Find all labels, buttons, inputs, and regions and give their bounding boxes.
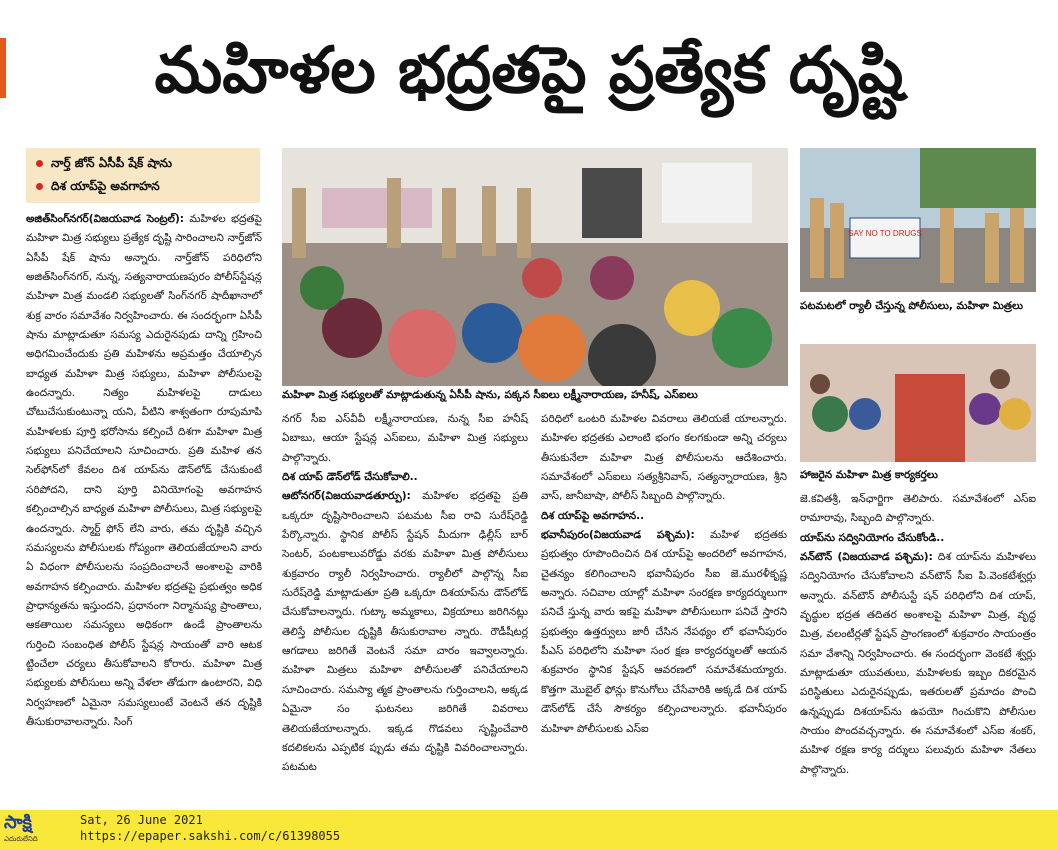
main-photo: [282, 148, 788, 386]
subheading: దిశ యాప్‌పై అవగాహన..: [541, 509, 645, 522]
meeting-photo: [800, 344, 1036, 462]
epaper-link[interactable]: https://epaper.sakshi.com/c/61398055: [80, 829, 341, 843]
article-column-4: [800, 490, 1036, 780]
rally-photo: [800, 148, 1036, 292]
sakshi-logo[interactable]: సాక్షి ఎదురులేనిది: [4, 812, 38, 843]
subheading: యాప్‌ను సద్వినియోగం చేసుకోండి..: [800, 531, 945, 544]
subheading: దిశ యాప్ డౌన్‌లోడ్ చేసుకోవాలి..: [282, 471, 418, 484]
bullet-item: నార్త్ జోన్ ఏసీపీ షేక్ షాను: [36, 152, 250, 175]
bullet-box: [26, 148, 260, 203]
paragraph: భవానీపురం(విజయవాడ పశ్చిమ): మహిళ భద్రతకు ప్రభుత్వం రూపొందించిన దిశ యాప్‌పై అందరిలో అవగాహన, చైతన్యం కలిగించాలని భవానీపురం సీఐ జె.మురళీకృష్ణ అన్నారు. సచివాల యాల్లో మహిళా సంరక్షణ కార్యదర్శులుగా పనిచే స్తున్న వారు ఇకపై మహిళా పోలీసులుగా పనిచే స్తారని ప్రభుత్వం ఉత్తర్వులు జారీ చేసిన నేపథ్యం లో భవానీపురం పీఎస్ పరిధిలోని మహిళా సంర క్షణ కార్యదర్శులతో ఆయన శుక్రవారం స్థానిక స్టేషన్ ఆవరణలో సమావేశమయ్యారు. కొత్తగా మొబైల్ ఫోన్లు కొనుగోలు చేసేవారికి అక్కడే దిశ యాప్ డౌన్‌లోడ్ చేసే సౌకర్యం కల్పించాలన్నారు. భవానీపురం మహిళా పోలీసులకు ఎస్ఐ: [541, 529, 788, 735]
article-column-1: [26, 210, 262, 732]
paragraph: పరిధిలో ఒంటరి మహిళల వివరాలు తెలియజే యాలన్నారు. మహిళల భద్రతకు ఎలాంటి భంగం కలగకుండా అన్ని చర్యలు తీసుకునేలా మహిళా మిత్ర పోలీసులను ఆదేశించారు. సమావేశంలో ఎస్ఐలు సత్యశ్రీనివాస్, సత్యన్నారాయణ, శ్రీని వాస్, జానీబాషా, పోలీస్ సిబ్బంది పాల్గొన్నారు.: [541, 413, 787, 503]
meeting-photo-caption: హాజరైన మహిళా మిత్ర కార్యకర్తలు: [800, 469, 938, 481]
edition-date: Sat, 26 June 2021: [80, 813, 203, 827]
main-photo-caption: మహిళా మిత్ర సభ్యులతో మాట్లాడుతున్న ఏసీపీ షాను, పక్కన సీఐలు లక్ష్మీనారాయణ, హనీష్, ఎస్ఐలు: [282, 386, 788, 404]
bullet-dot-icon: [36, 160, 43, 167]
footer-bar: [0, 810, 1058, 850]
headline-area: [0, 0, 1058, 140]
article-column-2: [282, 410, 528, 778]
headline: మహిళల భద్రతపై ప్రత్యేక దృష్టి: [154, 34, 904, 108]
paragraph: వన్‌టౌన్ (విజయవాడ పశ్చిమ): దిశ యాప్‌ను మహిళలు సద్వినియోగం చేసుకోవాలని వన్‌టౌన్ సీఐ పి.వెంకటేశ్వర్లు అన్నారు. వన్‌టౌన్ పోలీసుస్టే షన్ పరిధిలోని దిశ యాప్, వృద్ధుల భద్రత తదితర అంశాలపై మహిళా మిత్ర, వృద్ధ మిత్ర, వలంటీర్లతో స్టేషన్ ప్రాంగణంలో శుక్రవారం సాయంత్రం సమా వేశాన్ని నిర్వహించారు. ఈ సందర్భంగా వెంకటే శ్వర్లు మాట్లాడుతూ యువతులు, మహిళలకు ఇబ్బం దికరమైన పరిస్థితులు ఎదురైనప్పుడు, ఇతరులతో ప్రమాదం పొంచి ఉన్నప్పుడు దిశయాప్‌ను ఉపయో గించుకొని పోలీసుల సాయం పొందవచ్చన్నారు. ఈ సమావేశంలో ఎస్ఐ శంకర్, మహిళ రక్షణ కార్య దర్శులు పలువురు మహిళా నేతలు పాల్గొన్నారు.: [800, 551, 1036, 776]
paragraph: నగర్ సీఐ ఎస్‌వీవీ లక్ష్మీనారాయణ, నున్న సీఐ హనీష్ ఏబాబు, ఆయా స్టేషన్ల ఎస్ఐలు, మహిళా మిత్ర సభ్యులు పాల్గొన్నారు.: [282, 413, 528, 464]
paragraph: అజిత్‌సింగ్‌నగర్(విజయవాడ సెంట్రల్): మహిళల భద్రతపై మహిళా మిత్ర సభ్యులు ప్రత్యేక దృష్టి సారించాలని నార్త్‌జోన్ ఏసీపీ షేక్ షాను అన్నారు. నార్త్‌జోన్ పరిధిలోని అజిత్‌సింగ్‌నగర్, నున్న, సత్యనారాయణపురం పోలీస్‌స్టేషన్ల మహిళా మిత్ర మండలి సభ్యులతో సింగ్‌నగర్ షాదీఖానాలో శుక్ర వారం సమావేశం నిర్వహించారు. ఈ సందర్భంగా ఏసీపీ షాను మాట్లాడుతూ సమస్య ఎదురైనపుడు దాన్ని గ్రహించి అధిగమించేందుకు ప్రతి మహిళను అప్రమత్తం చేయాల్సిన బాధ్యత మహిళా మిత్ర సభ్యులు, మహిళా పోలీసులపై ఉందన్నారు. నిత్యం మహిళలపై దాడులు చోటుచేసుకుంటున్నా యని, వీటిని శాశ్వతంగా రూపుమాపి మహిళలకు పూర్తి భరోసాను కల్పించే దిశగా మహిళా మిత్ర సభ్యులు పనిచేయాలని సూచించారు. ప్రతి మహిళ తన సెల్‌ఫోన్‌లో కేవలం దిశ యాప్‌ను డౌన్‌లోడ్ చేసుకుంటే సరిపోదని, దాని పూర్తి వినియోగంపై అవగాహన కల్పించాల్సిన బాధ్యత మహిళా పోలీసులు, మిత్ర సభ్యులపై ఉందన్నారు. స్మార్ట్ ఫోన్ లేని వారు, తమ దృష్టికి వచ్చిన సమస్యలను పోలీసులకు గోప్యంగా తెలియజేయాలని వారు ఏ విధంగా పోలీసులను సంప్రదించాలనే అంశాలపై వారికి అవగాహన కల్పించారు. మహిళల భద్రతపై ప్రభుత్వం అధిక ప్రాధాన్యతను ఇస్తుందని, ప్రధానంగా నిర్మానుష్య ప్రాంతాలు, ఆకతాయిల సమస్యలు అధికంగా ఉండే ప్రాంతాలను గుర్తించి సంబంధిత పోలీస్ స్టేషన్ల సాయంతో వారి ఆటక ట్టించేలా చర్యలు తీసుకోవాలని కోరారు. మహిళా మిత్ర సభ్యులకు పోలీసులు అన్ని వేళలా తోడుగా ఉంటారని, విధి నిర్వహణలో ఏమైనా సమస్యలుంటే వెంటనే తన దృష్టికి తీసుకురావాలన్నారు. సింగ్: [26, 213, 262, 728]
bullet-item: దిశ యాప్‌పై అవగాహన: [36, 175, 250, 198]
paragraph: జె.కవితశ్రీ, ఇన్‌ఛార్జిగా తెలిపారు. సమావేశంలో ఎస్ఐ రామారావు, సిబ్బంది పాల్గొన్నారు.: [800, 493, 1036, 525]
bullet-dot-icon: [36, 183, 43, 190]
banner-text: SAY NO TO DRUGS: [848, 229, 922, 238]
article-column-3: [541, 410, 787, 739]
rally-photo-caption: పటమటలో ర్యాలీ చేస్తున్న పోలీసులు, మహిళా మిత్రలు: [800, 300, 1024, 312]
paragraph: ఆటోనగర్(విజయవాడతూర్పు): మహిళల భద్రతపై ప్రతి ఒక్కరూ దృష్టిసారించాలని పటమట సీఐ రావి సురేష్‌రెడ్డి పేర్కొన్నారు. స్థానిక పోలీస్ స్టేషన్ మీదుగా ఢిల్లీస్ బార్ సెంటర్, పంటకాలువరోడ్డు వరకు మహిళా మిత్ర పోలీసులు శుక్రవారం ర్యాలీ నిర్వహించారు. ర్యాలీలో పాల్గొన్న సీఐ సురేష్‌రెడ్డి మాట్లాడుతూ ప్రతి ఒక్కరూ దిశయాప్‌ను డౌన్‌లోడ్ చేసుకోవాలన్నారు. గుట్కా అమ్మకాలు, విక్రయాలు జరిగినట్లు తెలిస్తే పోలీసుల దృష్టికి తీసుకురావాల న్నారు. రౌడీషీటర్ల ఆగడాలు జరిగితే వెంటనే సమా చారం ఇవ్వాలన్నారు. మహిళా మిత్రలు మహిళా పోలీసులతో పనిచేయాలని సూచించారు. సమస్యా త్మక ప్రాంతాలను గుర్తించాలని, అక్కడ ఏమైనా సం ఘటనలు జరిగితే వివరాలు తెలియజేయాలన్నారు. ఇక్కడ గొడవలు సృష్టించేవారి కదలికలను ఎప్పటిక ప్పుడు తమ దృష్టికి వివరించాలన్నారు. పటమట: [282, 490, 528, 774]
